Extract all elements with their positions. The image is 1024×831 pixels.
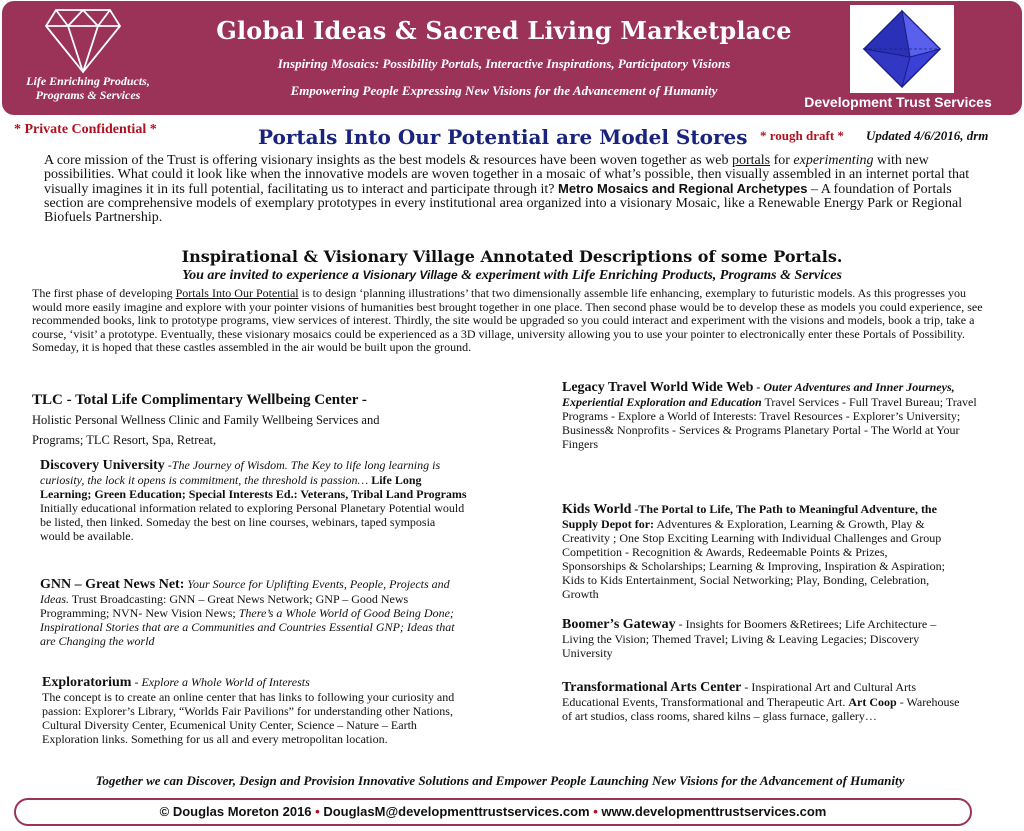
boomer-section: Boomer’s Gateway - Insights for Boomers &Retirees; Life Architecture – Living the Vision; Themed Travel; Living & Leaving Legacies; Discovery University: [562, 617, 937, 660]
draft-label: * rough draft *: [760, 128, 844, 143]
discovery-title: Discovery University: [40, 458, 165, 473]
transform-title: Transformational Arts Center: [562, 680, 742, 695]
transform-section: Transformational Arts Center - Inspirational Art and Cultural Arts Educational Events, Transformational and Therapeutic Art. Art Coop - Warehouse of art studios, class rooms, shared kilns – glass furnace, gallery…: [562, 680, 960, 723]
metro-label: Metro Mosaics and Regional Archetypes: [558, 181, 808, 196]
legacy-title: Legacy Travel World Wide Web: [562, 380, 754, 395]
page-heading: Portals Into Our Potential are Model Stores: [258, 125, 748, 149]
gnn-section: GNN – Great News Net: Your Source for Uplifting Events, People, Projects and Ideas. Trust Broadcasting: GNN – Great News Network; GNP – Good News Programming; NVN- New Vision News; There’s a Whole World of Good Being Done; Inspirational Stories that are a Communities and Countries Essential GNP; Ideas that are Changing the world: [40, 577, 455, 648]
copyright-text: © Douglas Moreton 2016: [159, 804, 312, 819]
left-tagline: Life Enriching Products, Programs & Services: [26, 74, 150, 102]
organization-name: Development Trust Services: [804, 94, 992, 110]
footer-website-link[interactable]: www.developmenttrustservices.com: [601, 804, 827, 819]
portals-potential-link[interactable]: Portals Into Our Potential: [175, 286, 299, 300]
octahedron-crystal-icon: [850, 5, 954, 93]
footer-email-link[interactable]: DouglasM@developmenttrustservices.com: [323, 804, 590, 819]
exploratorium-title: Exploratorium: [42, 675, 132, 690]
intro-paragraph: A core mission of the Trust is offering visionary insights as the best models & resources have been woven together as web portals for experimenting with new possibilities. What could it look like when the innovative models are woven together in a mosaic of what’s possible, then visually assembled in an internet portal that visually imagines it in its full potential, facilitating us to interact and participate through it? Metro Mosaics and Regional Archetypes – A foundation of Portals section are comprehensive models of exemplary prototypes in every institutional area organized into a visionary Mosaic, like a Renewable Energy Park or Regional Biofuels Partnership.: [44, 153, 970, 225]
banner-title: Global Ideas & Sacred Living Marketplace: [216, 16, 792, 45]
banner-subtitle-1: Inspiring Mosaics: Possibility Portals, Interactive Inspirations, Participatory Visions: [277, 56, 731, 71]
updated-date: Updated 4/6/2016, drm: [866, 128, 989, 143]
village-invite: You are invited to experience a Visionary Village & experiment with Life Enriching Products, Programs & Services: [182, 268, 842, 283]
gnn-title: GNN – Great News Net:: [40, 577, 185, 592]
discovery-section: Discovery University -The Journey of Wisdom. The Key to life long learning is curiosity, the lock it opens is commitment, the threshold is passion… Life Long Learning; Green Education; Special Interests Ed.: Veterans, Tribal Land Programs Initially educational information related to exploring Personal Planetary Potential would be listed, then linked. Someday the best on line courses, webinars, taped symposia would be available.: [40, 458, 467, 543]
portals-link[interactable]: portals: [731, 153, 771, 168]
village-heading: Inspirational & Visionary Village Annotated Descriptions of some Portals.: [181, 247, 843, 266]
tlc-section: TLC - Total Life Complimentary Wellbeing Center - Holistic Personal Wellness Clinic and Family Wellbeing Services and Programs; TLC Resort, Spa, Retreat,: [32, 392, 380, 447]
tlc-title: TLC - Total Life Complimentary Wellbeing Center: [32, 392, 359, 408]
legacy-section: Legacy Travel World Wide Web - Outer Adventures and Inner Journeys, Experiential Exploration and Education Travel Services - Full Travel Bureau; Travel Programs - Explore a World of Interests: Travel Resources - Explorer’s University; Business& Nonprofits - Services & Programs Planetary Portal - The World at Your Fingers: [562, 380, 977, 451]
exploratorium-section: Exploratorium - Explore a Whole World of Interests The concept is to create an online center that has links to following your curiosity and passion: Explorer’s Library, “Worlds Fair Pavilions” for understanding other Nations, Cultural Diversity Center, Ecumenical Unity Center, Science – Nature – Earth Exploration links. Something for us all and every metropolitan location.: [42, 675, 455, 746]
diamond-gem-icon: [44, 6, 122, 74]
boomer-title: Boomer’s Gateway: [562, 617, 676, 632]
kids-section: Kids World -The Portal to Life, The Path to Meaningful Adventure, the Supply Depot for: Adventures & Exploration, Learning & Growth, Play & Creativity ; One Stop Exciting Learning with Individual Challenges and Group Competition - Recognition & Awards, Redeemable Points & Prizes, Sponsorships & Scholarships; Learning & Improving, Inspiration & Aspiration; Kids to Kids Entertainment, Social Networking; Play, Bonding, Celebration, Growth: [562, 502, 945, 601]
bullet-icon: •: [593, 804, 598, 819]
bullet-icon: •: [315, 804, 320, 819]
closing-statement: Together we can Discover, Design and Provision Innovative Solutions and Empower People Launching New Visions for the Advancement of Humanity: [95, 773, 905, 788]
kids-title: Kids World: [562, 502, 632, 517]
footer-text: [14, 804, 972, 819]
village-description: The first phase of developing Portals Into Our Potential is to design ‘planning illustrations’ that two dimensionally assemble life enhancing, exemplary to futuristic models. As this progresses you would more easily imagine and explore with your pointer visions of humanities best brought together in one place. Then second phase would be to develop these as models you could experience, see recommended books, link to prototype programs, view services of interest. Thirdly, the site would be upgraded so you could interact and experiment with the visions and models, book a trip, take a course, ‘visit’ a prototype. Eventually, these visionary mosaics could be experienced as a 3D village, university allowing you to use your pointer to electronically enter these Portals of Possibility. Someday, it is hoped that these castles assembled in the air would be built upon the ground.: [32, 286, 983, 355]
banner-subtitle-2: Empowering People Expressing New Visions for the Advancement of Humanity: [290, 83, 718, 98]
confidential-label: * Private Confidential *: [14, 122, 157, 137]
